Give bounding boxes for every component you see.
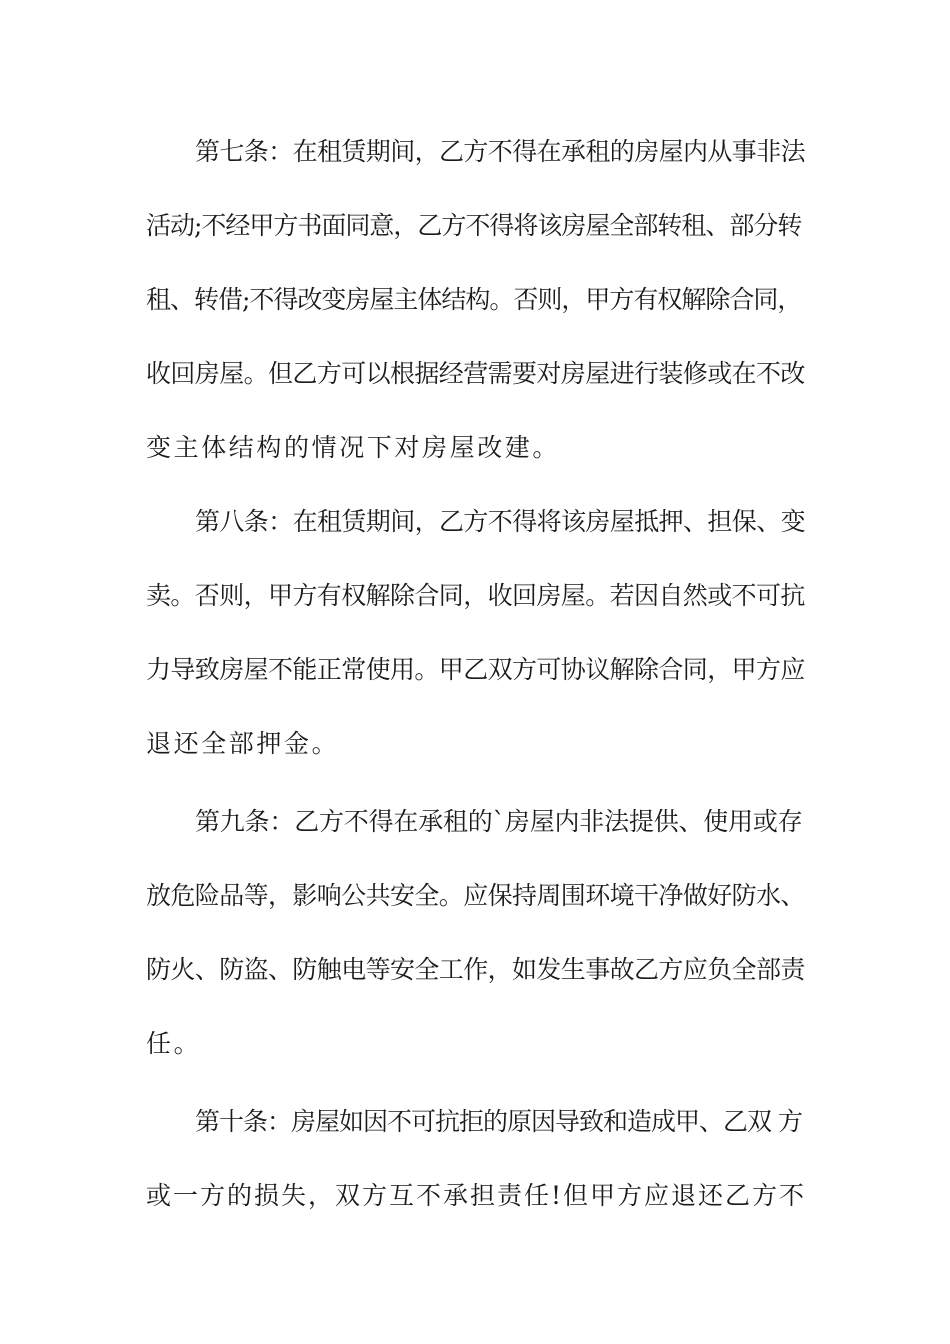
article-10-line-1: 第十条：房屋如因不可抗拒的原因导致和造成甲、乙双 方: [195, 1107, 802, 1136]
article-7-line-5: 变主体结构的情况下对房屋改建。: [146, 433, 561, 462]
article-9-line-4: 任。: [146, 1029, 202, 1058]
article-7-line-1: 第七条：在租赁期间，乙方不得在承租的房屋内从事非法: [195, 137, 806, 166]
article-8-line-2: 卖。否则，甲方有权解除合同，收回房屋。若因自然或不可抗: [146, 581, 805, 610]
article-9-line-2: 放危险品等，影响公共安全。应保持周围环境干净做好防水、: [146, 881, 805, 910]
article-8-line-3: 力导致房屋不能正常使用。甲乙双方可协议解除合同，甲方应: [146, 655, 805, 684]
article-8-line-1: 第八条：在租赁期间，乙方不得将该房屋抵押、担保、变: [195, 507, 806, 536]
article-7-line-4: 收回房屋。但乙方可以根据经营需要对房屋进行装修或在不改: [146, 359, 805, 388]
article-8-line-4: 退还全部押金。: [146, 729, 340, 758]
article-9-line-1: 第九条：乙方不得在承租的`房屋内非法提供、使用或存: [195, 807, 803, 836]
article-7-line-2: 活动;不经甲方书面同意，乙方不得将该房屋全部转租、部分转: [146, 211, 802, 240]
article-7-line-3: 租、转借;不得改变房屋主体结构。否则，甲方有权解除合同，: [146, 285, 802, 314]
article-9-line-3: 防火、防盗、防触电等安全工作，如发生事故乙方应负全部责: [146, 955, 805, 984]
article-10-line-2: 或一方的损失，双方互不承担责任!但甲方应退还乙方不: [146, 1181, 807, 1210]
